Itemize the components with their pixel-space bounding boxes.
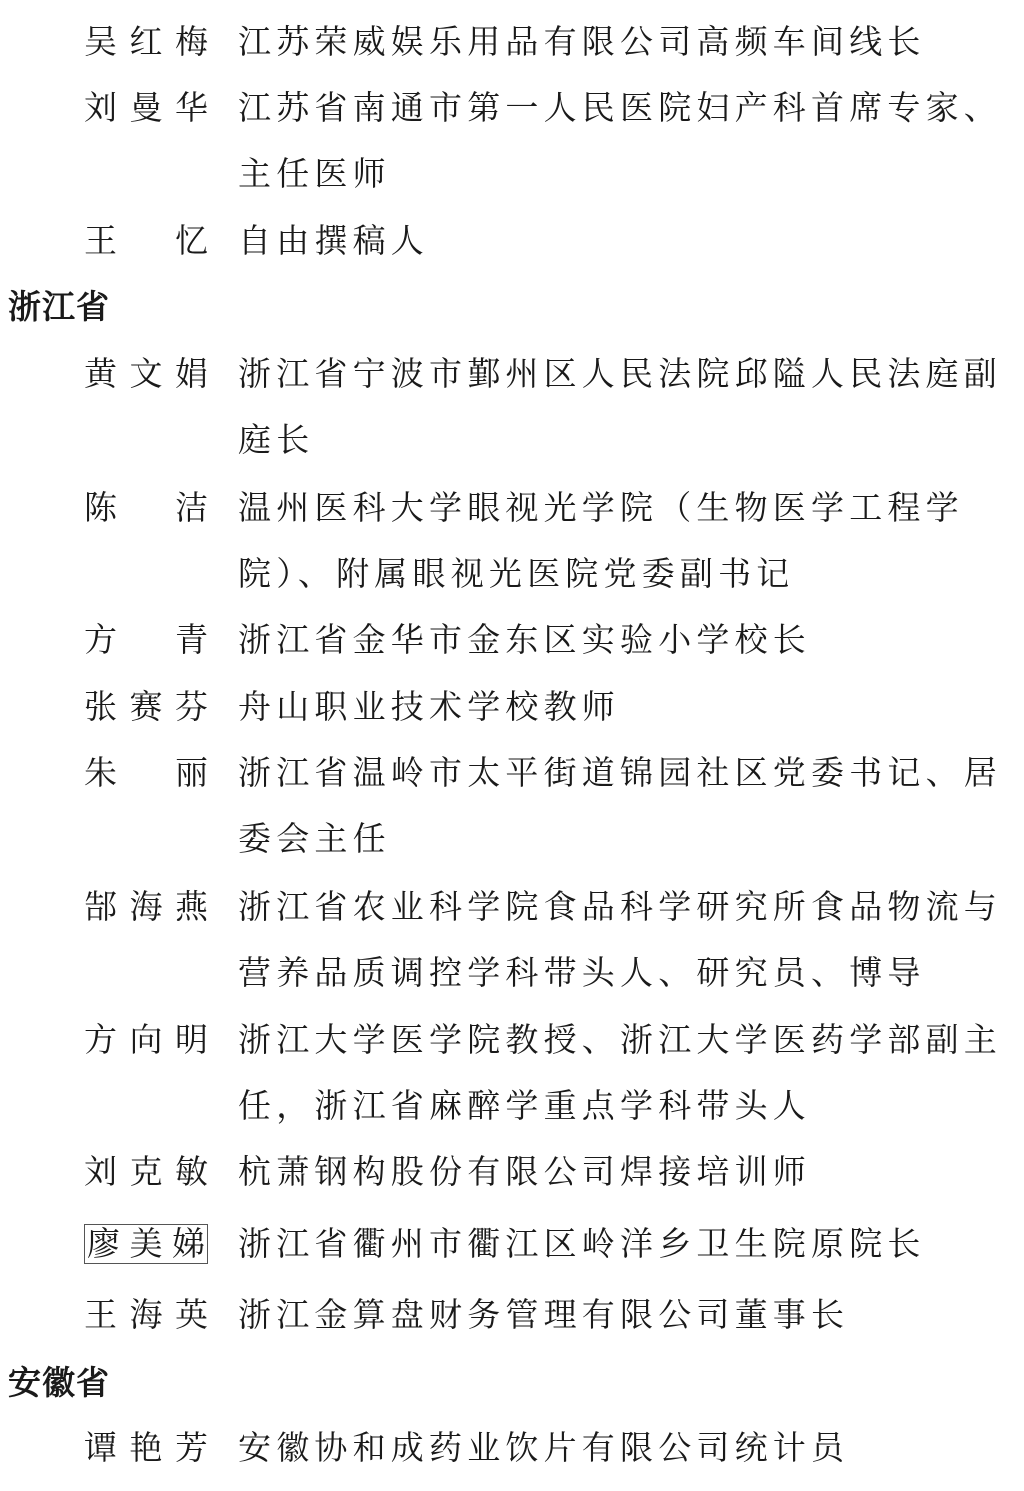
person-title: 浙江金算盘财务管理有限公司董事长 <box>238 1295 850 1334</box>
person-title: 浙江省温岭市太平街道锦园社区党委书记、居 委会主任 <box>238 753 1002 858</box>
person-name: 王海英 <box>84 1295 208 1334</box>
person-name: 陈 洁 <box>84 488 208 527</box>
person-name: 郜海燕 <box>84 887 208 926</box>
person-title: 江苏省南通市第一人民医院妇产科首席专家、 主任医师 <box>238 88 1002 193</box>
person-name: 张赛芬 <box>84 687 208 726</box>
person-name: 刘曼华 <box>84 88 208 127</box>
person-title: 杭萧钢构股份有限公司焊接培训师 <box>238 1152 811 1191</box>
person-title: 温州医科大学眼视光学院（生物医学工程学 院）、附属眼视光医院党委副书记 <box>238 488 964 593</box>
person-name: 朱 丽 <box>84 753 208 792</box>
section-heading-anhui: 安徽省 <box>8 1363 110 1402</box>
person-name: 刘克敏 <box>84 1152 208 1191</box>
person-title: 安徽协和成药业饮片有限公司统计员 <box>238 1428 850 1467</box>
person-name: 谭艳芳 <box>84 1428 208 1467</box>
person-title: 自由撰稿人 <box>238 221 429 260</box>
section-heading-zhejiang: 浙江省 <box>8 287 110 326</box>
person-title: 浙江大学医学院教授、浙江大学医药学部副主 任，浙江省麻醉学重点学科带头人 <box>238 1020 1002 1125</box>
person-title: 浙江省衢州市衢江区岭洋乡卫生院原院长 <box>238 1224 926 1263</box>
person-title: 浙江省宁波市鄞州区人民法院邱隘人民法庭副 庭长 <box>238 354 1002 459</box>
person-name: 吴红梅 <box>84 22 208 61</box>
person-title: 浙江省金华市金东区实验小学校长 <box>238 620 811 659</box>
person-title: 江苏荣威娱乐用品有限公司高频车间线长 <box>238 22 926 61</box>
person-name: 方 青 <box>84 620 208 659</box>
person-title: 舟山职业技术学校教师 <box>238 687 620 726</box>
person-name: 黄文娟 <box>84 354 208 393</box>
person-name: 方向明 <box>84 1020 208 1059</box>
person-name: 王 忆 <box>84 221 208 260</box>
person-name-framed: 廖美娣 <box>84 1224 208 1264</box>
person-title: 浙江省农业科学院食品科学研究所食品物流与 营养品质调控学科带头人、研究员、博导 <box>238 887 1002 992</box>
